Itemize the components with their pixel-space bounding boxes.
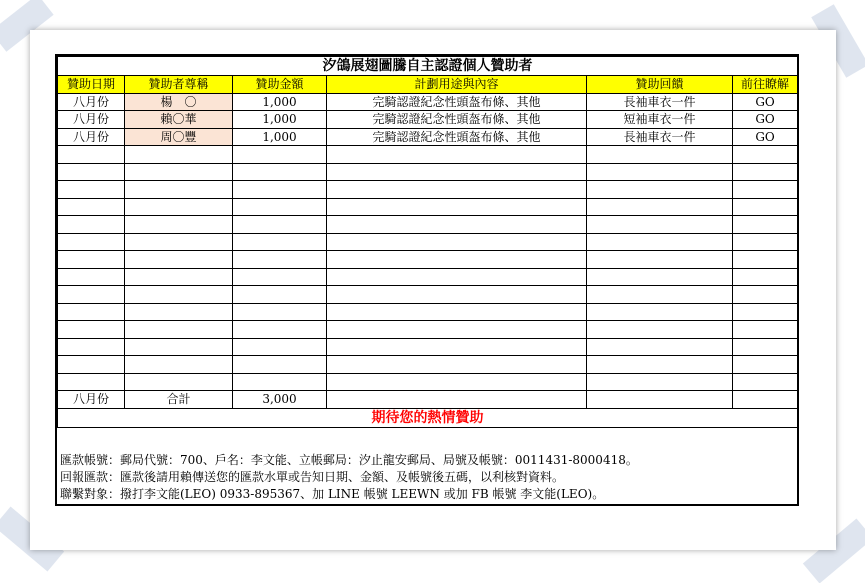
- empty-cell: [733, 251, 798, 269]
- header-link: 前往瞭解: [733, 76, 798, 94]
- cell-amount: 1,000: [233, 111, 327, 129]
- empty-row: [58, 233, 798, 251]
- cell-date: 八月份: [58, 128, 125, 146]
- total-row: [58, 391, 798, 409]
- empty-cell: [327, 356, 587, 374]
- empty-cell: [327, 251, 587, 269]
- empty-cell: [587, 163, 733, 181]
- cell-amount: 1,000: [233, 93, 327, 111]
- empty-cell: [587, 356, 733, 374]
- empty-cell: [233, 181, 327, 199]
- cell-purpose: 完騎認證紀念性頭盔布條、其他: [327, 128, 587, 146]
- empty-cell: [233, 251, 327, 269]
- empty-cell: [587, 181, 733, 199]
- total-amount: 3,000: [233, 391, 327, 409]
- empty-cell: [327, 391, 587, 409]
- total-label: 合計: [125, 391, 233, 409]
- header-reward: 贊助回饋: [587, 76, 733, 94]
- empty-cell: [125, 251, 233, 269]
- empty-row: [58, 338, 798, 356]
- empty-cell: [233, 373, 327, 391]
- sponsor-cta: 期待您的熱情贊助: [58, 408, 798, 427]
- empty-cell: [58, 373, 125, 391]
- empty-cell: [327, 268, 587, 286]
- empty-cell: [233, 146, 327, 164]
- cell-link[interactable]: GO: [733, 93, 798, 111]
- header-date: 贊助日期: [58, 76, 125, 94]
- empty-cell: [587, 373, 733, 391]
- empty-row: [58, 286, 798, 304]
- empty-row: [58, 146, 798, 164]
- empty-cell: [327, 233, 587, 251]
- empty-cell: [233, 198, 327, 216]
- empty-cell: [733, 338, 798, 356]
- empty-cell: [58, 268, 125, 286]
- empty-cell: [125, 373, 233, 391]
- empty-cell: [587, 321, 733, 339]
- empty-cell: [587, 391, 733, 409]
- empty-cell: [733, 198, 798, 216]
- empty-cell: [327, 198, 587, 216]
- sheet-title: 汐鴿展翅圖騰自主認證個人贊助者: [58, 57, 798, 76]
- empty-cell: [587, 198, 733, 216]
- empty-cell: [327, 303, 587, 321]
- empty-cell: [327, 286, 587, 304]
- total-date: 八月份: [58, 391, 125, 409]
- empty-cell: [125, 303, 233, 321]
- cell-reward: 長袖車衣一件: [587, 93, 733, 111]
- table-row: [58, 93, 798, 111]
- empty-cell: [58, 356, 125, 374]
- empty-cell: [587, 251, 733, 269]
- empty-cell: [587, 268, 733, 286]
- empty-cell: [125, 338, 233, 356]
- empty-cell: [58, 338, 125, 356]
- remit-account-text: 匯款帳號：郵局代號：700、戶名：李文能、立帳郵局：汐止龍安郵局、局號及帳號：0011431-8000418。: [60, 453, 638, 467]
- cell-name: 賴〇華: [125, 111, 233, 129]
- empty-cell: [58, 163, 125, 181]
- empty-cell: [587, 303, 733, 321]
- empty-cell: [125, 233, 233, 251]
- sponsor-table: [57, 56, 798, 428]
- empty-row: [58, 216, 798, 234]
- empty-row: [58, 181, 798, 199]
- empty-cell: [233, 163, 327, 181]
- empty-cell: [125, 216, 233, 234]
- cell-date: 八月份: [58, 111, 125, 129]
- empty-cell: [58, 233, 125, 251]
- empty-cell: [327, 163, 587, 181]
- sponsor-table-body: [58, 57, 798, 428]
- empty-cell: [58, 251, 125, 269]
- empty-cell: [733, 146, 798, 164]
- empty-cell: [733, 286, 798, 304]
- empty-cell: [233, 356, 327, 374]
- empty-cell: [233, 216, 327, 234]
- empty-row: [58, 356, 798, 374]
- empty-cell: [327, 338, 587, 356]
- cell-purpose: 完騎認證紀念性頭盔布條、其他: [327, 111, 587, 129]
- empty-cell: [733, 268, 798, 286]
- empty-row: [58, 163, 798, 181]
- cell-reward: 長袖車衣一件: [587, 128, 733, 146]
- empty-cell: [733, 356, 798, 374]
- empty-cell: [58, 286, 125, 304]
- empty-row: [58, 321, 798, 339]
- empty-cell: [125, 356, 233, 374]
- empty-cell: [587, 233, 733, 251]
- empty-cell: [733, 233, 798, 251]
- empty-cell: [125, 198, 233, 216]
- empty-cell: [327, 181, 587, 199]
- empty-row: [58, 303, 798, 321]
- empty-cell: [327, 321, 587, 339]
- empty-cell: [125, 321, 233, 339]
- empty-cell: [125, 163, 233, 181]
- cell-name: 楊 〇: [125, 93, 233, 111]
- empty-cell: [125, 268, 233, 286]
- empty-cell: [233, 268, 327, 286]
- table-row: [58, 128, 798, 146]
- empty-cell: [233, 303, 327, 321]
- empty-cell: [58, 198, 125, 216]
- empty-cell: [233, 321, 327, 339]
- empty-cell: [58, 321, 125, 339]
- cell-link[interactable]: GO: [733, 128, 798, 146]
- cell-amount: 1,000: [233, 128, 327, 146]
- empty-cell: [233, 338, 327, 356]
- empty-cell: [587, 216, 733, 234]
- empty-cell: [733, 303, 798, 321]
- empty-cell: [233, 233, 327, 251]
- empty-cell: [733, 163, 798, 181]
- header-purpose: 計劃用途與內容: [327, 76, 587, 94]
- empty-cell: [125, 286, 233, 304]
- empty-cell: [733, 391, 798, 409]
- cell-date: 八月份: [58, 93, 125, 111]
- empty-cell: [733, 321, 798, 339]
- empty-row: [58, 251, 798, 269]
- empty-cell: [58, 303, 125, 321]
- header-row: [58, 76, 798, 94]
- cell-name: 周〇豐: [125, 128, 233, 146]
- cta-row: [58, 408, 798, 427]
- table-row: [58, 111, 798, 129]
- empty-cell: [327, 146, 587, 164]
- sponsor-sheet: [55, 54, 799, 506]
- empty-cell: [587, 338, 733, 356]
- footer-info: [60, 452, 638, 503]
- header-name: 贊助者尊稱: [125, 76, 233, 94]
- empty-row: [58, 198, 798, 216]
- empty-cell: [587, 286, 733, 304]
- empty-row: [58, 268, 798, 286]
- empty-cell: [733, 216, 798, 234]
- empty-cell: [327, 373, 587, 391]
- remit-report-text: 回報匯款：匯款後請用賴傳送您的匯款水單或告知日期、金額、及帳號後五碼，以利核對資料。: [60, 470, 565, 484]
- cell-reward: 短袖車衣一件: [587, 111, 733, 129]
- empty-cell: [327, 216, 587, 234]
- contact-text: 聯繫對象：撥打李文能(LEO) 0933-895367、加 LINE 帳號 LEEWN 或加 FB 帳號 李文能(LEO)。: [60, 487, 605, 501]
- empty-row: [58, 373, 798, 391]
- cell-link[interactable]: GO: [733, 111, 798, 129]
- empty-cell: [58, 216, 125, 234]
- empty-cell: [58, 146, 125, 164]
- empty-cell: [233, 286, 327, 304]
- header-amount: 贊助金額: [233, 76, 327, 94]
- empty-cell: [125, 181, 233, 199]
- empty-cell: [58, 181, 125, 199]
- cell-purpose: 完騎認證紀念性頭盔布條、其他: [327, 93, 587, 111]
- empty-cell: [587, 146, 733, 164]
- empty-cell: [733, 181, 798, 199]
- empty-cell: [733, 373, 798, 391]
- empty-cell: [125, 146, 233, 164]
